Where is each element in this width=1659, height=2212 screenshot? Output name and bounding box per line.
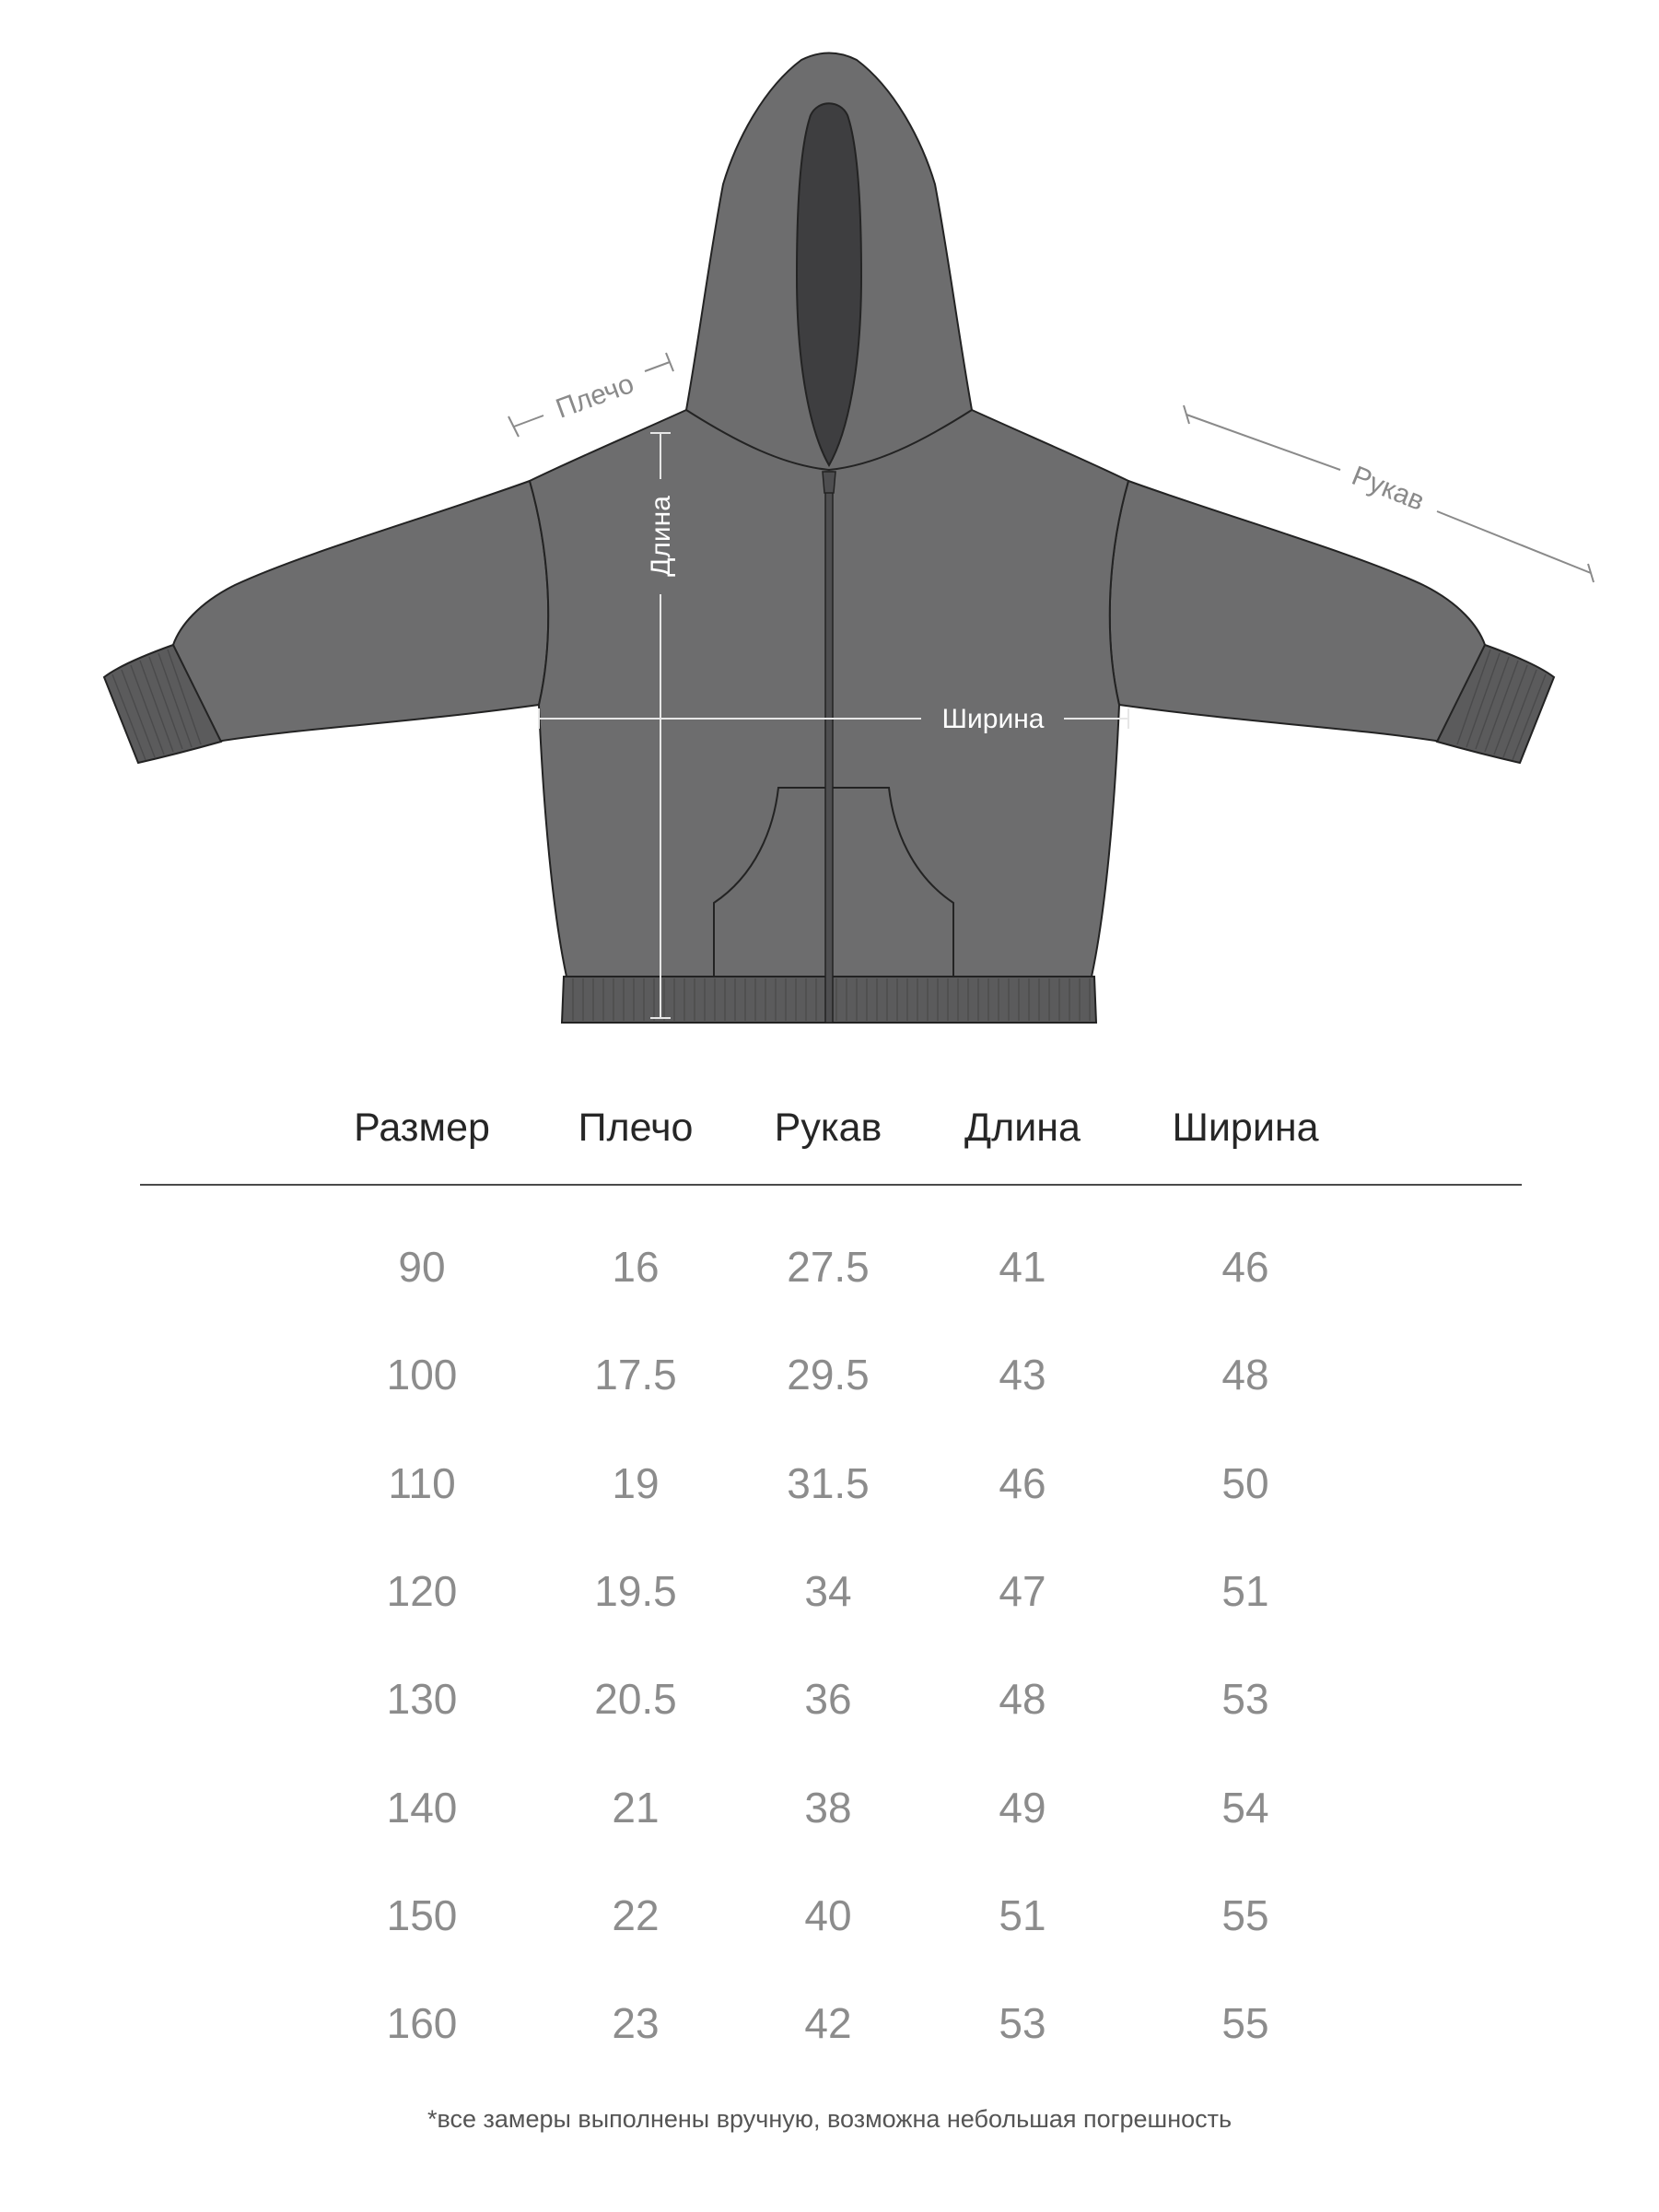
width-label: Ширина <box>941 704 1045 734</box>
cell-sleeve: 38 <box>804 1783 852 1832</box>
left-sleeve <box>173 481 548 742</box>
length-label: Длина <box>646 496 676 577</box>
cell-length: 43 <box>999 1351 1046 1399</box>
cell-shoulder: 22 <box>612 1890 660 1939</box>
cell-width: 46 <box>1221 1243 1269 1291</box>
right-sleeve <box>1110 481 1485 742</box>
cell-width: 54 <box>1221 1783 1269 1832</box>
cell-sleeve: 40 <box>804 1890 852 1939</box>
cell-width: 51 <box>1221 1566 1269 1615</box>
cell-size: 120 <box>386 1566 458 1615</box>
cell-sleeve: 29.5 <box>787 1351 870 1399</box>
cell-sleeve: 34 <box>804 1566 852 1615</box>
cell-shoulder: 21 <box>612 1783 660 1832</box>
header-length: Длина <box>964 1106 1081 1150</box>
cell-sleeve: 27.5 <box>787 1243 870 1291</box>
cell-length: 41 <box>999 1243 1046 1291</box>
cell-length: 49 <box>999 1783 1046 1832</box>
cell-shoulder: 16 <box>612 1243 660 1291</box>
cell-sleeve: 36 <box>804 1675 852 1724</box>
cell-width: 48 <box>1221 1351 1269 1399</box>
header-divider <box>140 1184 1522 1186</box>
cell-size: 110 <box>388 1458 456 1507</box>
cell-size: 160 <box>386 1999 458 2048</box>
header-sleeve: Рукав <box>774 1106 882 1150</box>
zipper-pull <box>823 472 835 493</box>
hoodie-diagram <box>0 0 1659 1050</box>
cell-width: 55 <box>1221 1890 1269 1939</box>
cell-width: 50 <box>1221 1458 1269 1507</box>
cell-shoulder: 19 <box>612 1458 660 1507</box>
cell-sleeve: 42 <box>804 1999 852 2048</box>
cell-size: 90 <box>398 1243 446 1291</box>
cell-length: 53 <box>999 1999 1046 2048</box>
cell-width: 53 <box>1221 1675 1269 1724</box>
cell-shoulder: 17.5 <box>594 1351 677 1399</box>
cell-shoulder: 20.5 <box>594 1675 677 1724</box>
zipper <box>825 472 833 1023</box>
cell-width: 55 <box>1221 1999 1269 2048</box>
header-shoulder: Плечо <box>578 1106 694 1150</box>
header-width: Ширина <box>1172 1106 1319 1150</box>
cell-sleeve: 31.5 <box>787 1458 870 1507</box>
cell-size: 100 <box>386 1351 458 1399</box>
cell-shoulder: 19.5 <box>594 1566 677 1615</box>
footnote: *все замеры выполнены вручную, возможна небольшая погрешность <box>426 2105 1233 2133</box>
cell-length: 47 <box>999 1566 1046 1615</box>
cell-length: 51 <box>999 1890 1046 1939</box>
cell-shoulder: 23 <box>612 1999 660 2048</box>
shoulder-label: Плечо <box>552 368 638 425</box>
sleeve-label: Рукав <box>1347 460 1429 518</box>
cell-length: 48 <box>999 1675 1046 1724</box>
cell-length: 46 <box>999 1458 1046 1507</box>
cell-size: 130 <box>386 1675 458 1724</box>
header-size: Размер <box>354 1106 490 1150</box>
cell-size: 140 <box>386 1783 458 1832</box>
cell-size: 150 <box>386 1890 458 1939</box>
